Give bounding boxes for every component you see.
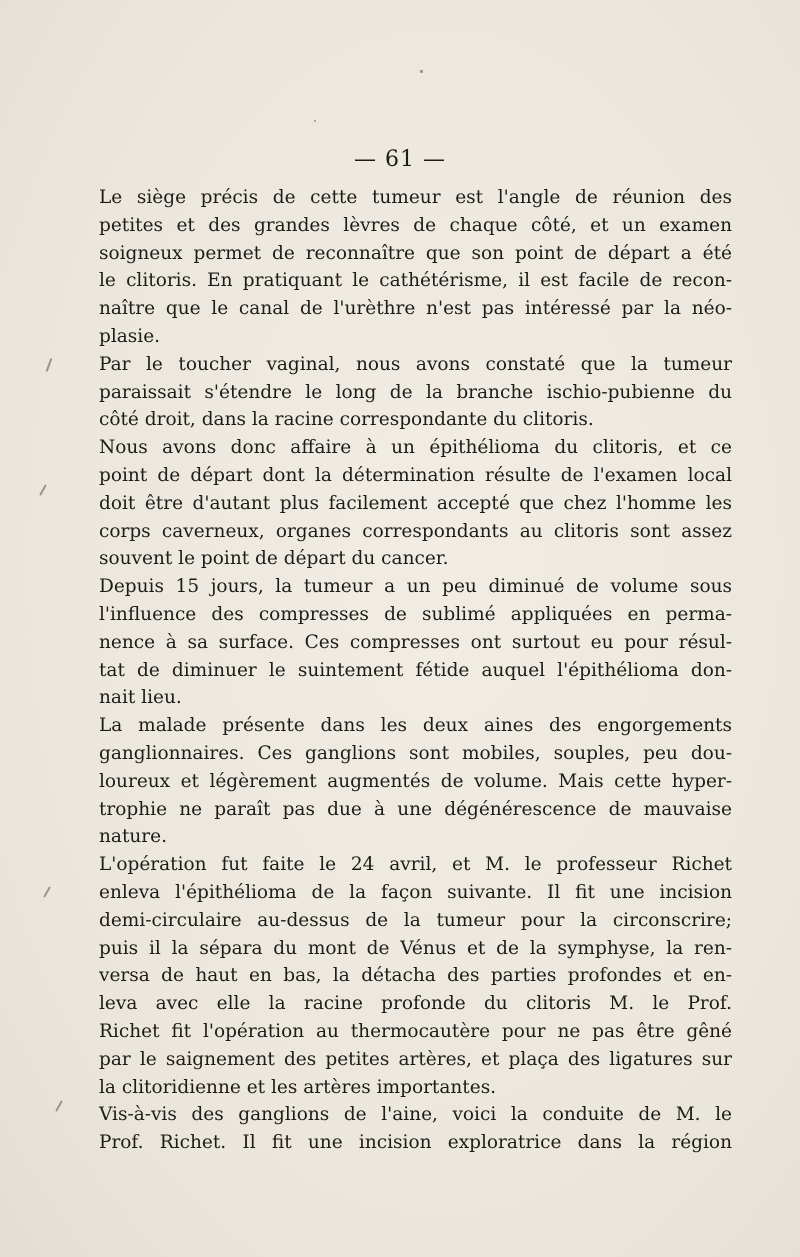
text-line: la clitoridienne et les artères importantes. xyxy=(99,1076,497,1098)
margin-tick xyxy=(55,1100,63,1111)
margin-tick xyxy=(39,484,47,495)
margin-tick xyxy=(46,358,53,372)
text-line: ganglionnaires. Ces ganglions sont mobiles, souples, peu dou- xyxy=(99,742,732,764)
text-line: soigneux permet de reconnaître que son point de départ a été xyxy=(99,242,732,264)
print-speck xyxy=(314,120,316,122)
text-line: Richet fit l'opération au thermocautère pour ne pas être gêné xyxy=(99,1020,732,1042)
text-line: le clitoris. En pratiquant le cathétérisme, il est facile de recon- xyxy=(99,270,732,292)
text-line: enleva l'épithélioma de la façon suivante. Il fit une incision xyxy=(99,881,732,903)
text-line: Nous avons donc affaire à un épithélioma du clitoris, et ce xyxy=(99,437,732,459)
paragraph xyxy=(72,184,732,351)
text-line: puis il la sépara du mont de Vénus et de la symphyse, la ren- xyxy=(99,937,732,959)
text-line: par le saignement des petites artères, et plaça des ligatures sur xyxy=(99,1048,732,1070)
paragraph xyxy=(72,351,732,434)
text-line: La malade présente dans les deux aines des engorgements xyxy=(99,715,732,737)
print-speck xyxy=(420,70,423,73)
text-line: l'influence des compresses de sublimé appliquées en perma- xyxy=(99,603,732,625)
text-line: Le siège précis de cette tumeur est l'angle de réunion des xyxy=(99,187,732,208)
text-line: Prof. Richet. Il fit une incision exploratrice dans la région xyxy=(99,1132,732,1154)
text-line: L'opération fut faite le 24 avril, et M. le professeur Richet xyxy=(99,854,732,876)
text-line: côté droit, dans la racine correspondante du clitoris. xyxy=(99,409,594,431)
text-line: nature. xyxy=(99,826,167,848)
text-line: Vis-à-vis des ganglions de l'aine, voici la conduite de M. le xyxy=(99,1104,732,1126)
paragraph xyxy=(72,434,732,573)
text-line: petites et des grandes lèvres de chaque côté, et un examen xyxy=(99,214,732,236)
page-number: — 61 — xyxy=(354,147,446,172)
text-line: nence à sa surface. Ces compresses ont surtout eu pour résul- xyxy=(99,631,732,653)
text-line: doit être d'autant plus facilement accepté que chez l'homme les xyxy=(99,492,732,514)
text-line: souvent le point de départ du cancer. xyxy=(99,548,449,570)
text-line: Par le toucher vaginal, nous avons constaté que la tumeur xyxy=(99,353,732,375)
paragraph xyxy=(72,573,732,712)
text-line: Depuis 15 jours, la tumeur a un peu diminué de volume sous xyxy=(99,576,732,598)
text-line: naître que le canal de l'urèthre n'est pas intéressé par la néo- xyxy=(99,298,732,320)
text-line: paraissait s'étendre le long de la branche ischio-pubienne du xyxy=(99,381,732,403)
text-line: versa de haut en bas, la détacha des parties profondes et en- xyxy=(99,965,732,987)
text-line: loureux et légèrement augmentés de volume. Mais cette hyper- xyxy=(99,770,732,792)
text-line: plasie. xyxy=(99,325,161,347)
text-line: demi-circulaire au-dessus de la tumeur pour la circonscrire; xyxy=(99,909,732,931)
paragraph xyxy=(72,1101,732,1157)
text-line: tat de diminuer le suintement fétide auquel l'épithélioma don- xyxy=(99,659,732,681)
text-line: point de départ dont la détermination résulte de l'examen local xyxy=(99,464,732,486)
paragraph xyxy=(72,851,732,1101)
paragraph xyxy=(72,712,732,851)
text-line: leva avec elle la racine profonde du clitoris M. le Prof. xyxy=(99,993,732,1015)
body-text xyxy=(72,184,732,1157)
text-line: trophie ne paraît pas due à une dégénérescence de mauvaise xyxy=(99,798,732,820)
margin-tick xyxy=(43,886,51,897)
text-line: corps caverneux, organes correspondants au clitoris sont assez xyxy=(99,520,732,542)
text-line: nait lieu. xyxy=(99,687,182,709)
